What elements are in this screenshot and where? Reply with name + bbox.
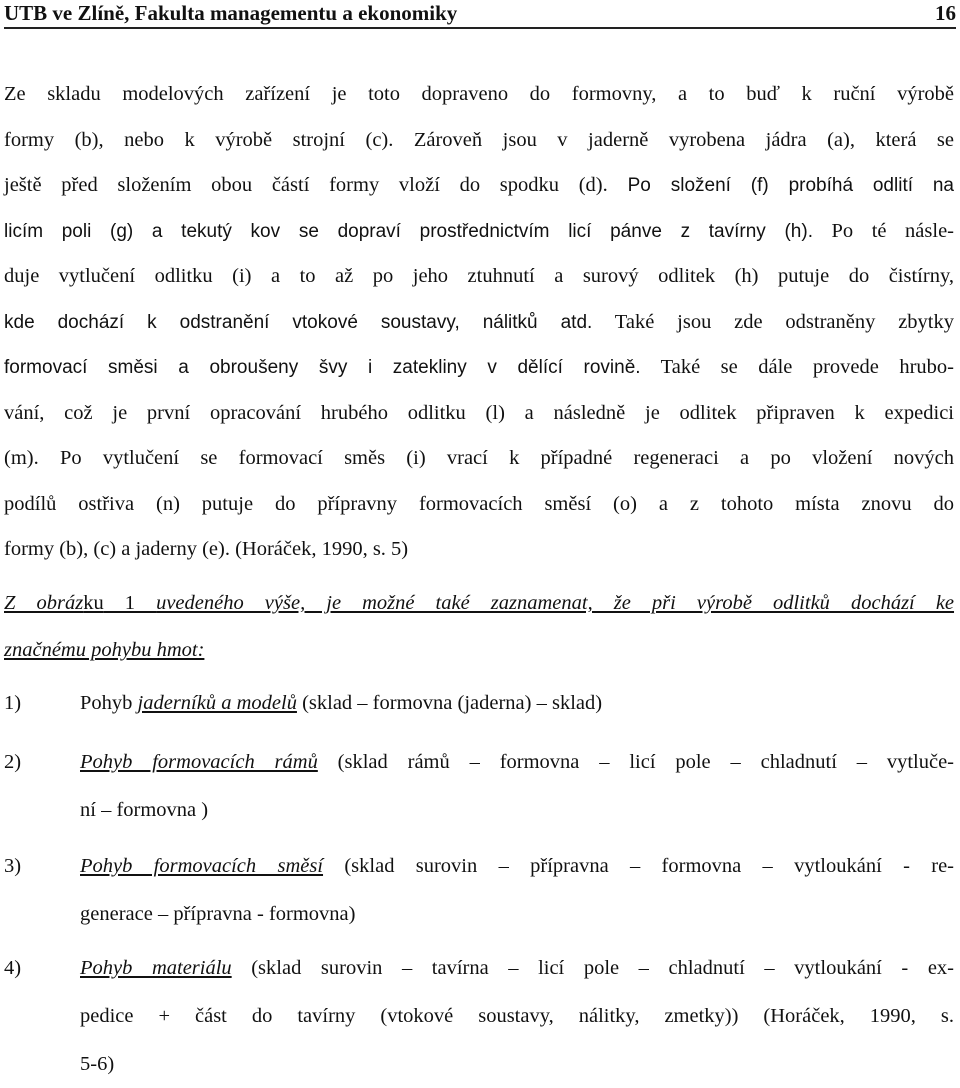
list-line: ní – formovna ) [80,799,209,821]
intro-line [4,580,954,627]
paragraph-line: Ze skladu modelových zařízení je toto dopraveno do formovny, a to buď k ruční výrobě [4,83,954,105]
list-line [80,842,954,890]
body-paragraph [4,72,954,573]
header-title: UTB ve Zlíně, Fakulta managementu a ekonomiky [4,1,458,25]
list-number: 4) [4,957,22,979]
paragraph-text: licím poli (g) a tekutý kov se dopraví prostřednictvím licí pánve z tavírny (h). [4,220,813,242]
paragraph-line: vání, což je první opracování hrubého odlitku (l) a následně je odlitek připraven k expedici [4,401,954,424]
paragraph-line: duje vytlučení odlitku (i) a to až po jeho ztuhnutí a surový odlitek (h) putuje do čistírny, [4,265,954,287]
intro-text: 1 [103,592,157,614]
paragraph-text: Také se dále provede hrubo- [640,356,954,378]
list-text: (sklad – formovna (jaderna) – sklad) [296,692,603,714]
paragraph-text: Také jsou zde odstraněny zbytky [592,310,954,333]
list-number: 1) [4,692,22,714]
list-text: (sklad rámů – formovna – licí pole – chladnutí – vytluče- [317,751,954,773]
paragraph-text: kde dochází k odstranění vtokové soustavy, nálitků atd. [4,311,593,333]
list-line: generace – přípravna - formovna) [80,903,356,925]
list-item-body [80,738,954,834]
list-item-body [80,842,954,938]
intro-text: ku [83,592,104,614]
paragraph-line: podílů ostřiva (n) putuje do přípravny formovacích směsí (o) a z tohoto místa znovu do [4,492,954,515]
paragraph-text: ještě před složením obou částí formy vloží do spodku (d). [4,174,608,196]
intro-text: Z obráz [4,592,84,614]
list-line [80,738,954,786]
list-number: 2) [4,751,22,773]
list-emphasis: Pohyb formovacích rámů [80,751,318,773]
list-emphasis: Pohyb formovacích směsí [80,855,324,877]
paragraph-line: formy (b), (c) a jaderny (e). (Horáček, 1990, s. 5) [4,538,409,560]
page-header [4,0,956,29]
list-item-body [80,679,954,727]
list-intro [4,580,954,674]
paragraph-line [4,163,954,209]
paragraph-text: Po té násle- [812,219,954,242]
intro-text: uvedeného výše, je možné také zaznamenat, že při výrobě odlitků dochází ke [156,592,955,614]
paragraph-text: formovací směsi a obroušeny švy i zatekliny v dělící rovině. [4,357,641,378]
list-emphasis: Pohyb materiálu [80,957,232,979]
list-line: pedice + část do tavírny (vtokové soustavy, nálitky, zmetky)) (Horáček, 1990, s. [80,1005,954,1027]
paragraph-text: Po složení (f) probíhá odlití na [607,175,954,196]
paragraph-line: formy (b), nebo k výrobě strojní (c). Zároveň jsou v jaderně vyrobena jádra (a), která se [4,128,954,151]
intro-line [4,627,954,674]
list-line [80,944,954,992]
list-text: (sklad surovin – přípravna – formovna – vytloukání - re- [323,855,955,877]
list-text: Pohyb [80,692,138,714]
paragraph-line [4,345,954,391]
page-number: 16 [935,1,956,25]
list-number: 3) [4,855,22,877]
intro-text: značnému pohybu hmot: [4,639,205,661]
list-text: (sklad surovin – tavírna – licí pole – chladnutí – vytloukání - ex- [231,957,954,979]
paragraph-line [4,209,954,255]
list-line [80,679,954,727]
list-item-body [80,944,954,1088]
paragraph-line [4,300,954,346]
paragraph-line: (m). Po vytlučení se formovací směs (i) vrací k případné regeneraci a po vložení nových [4,447,954,469]
list-emphasis: jaderníků a modelů [137,692,297,714]
list-line: 5-6) [80,1053,115,1075]
